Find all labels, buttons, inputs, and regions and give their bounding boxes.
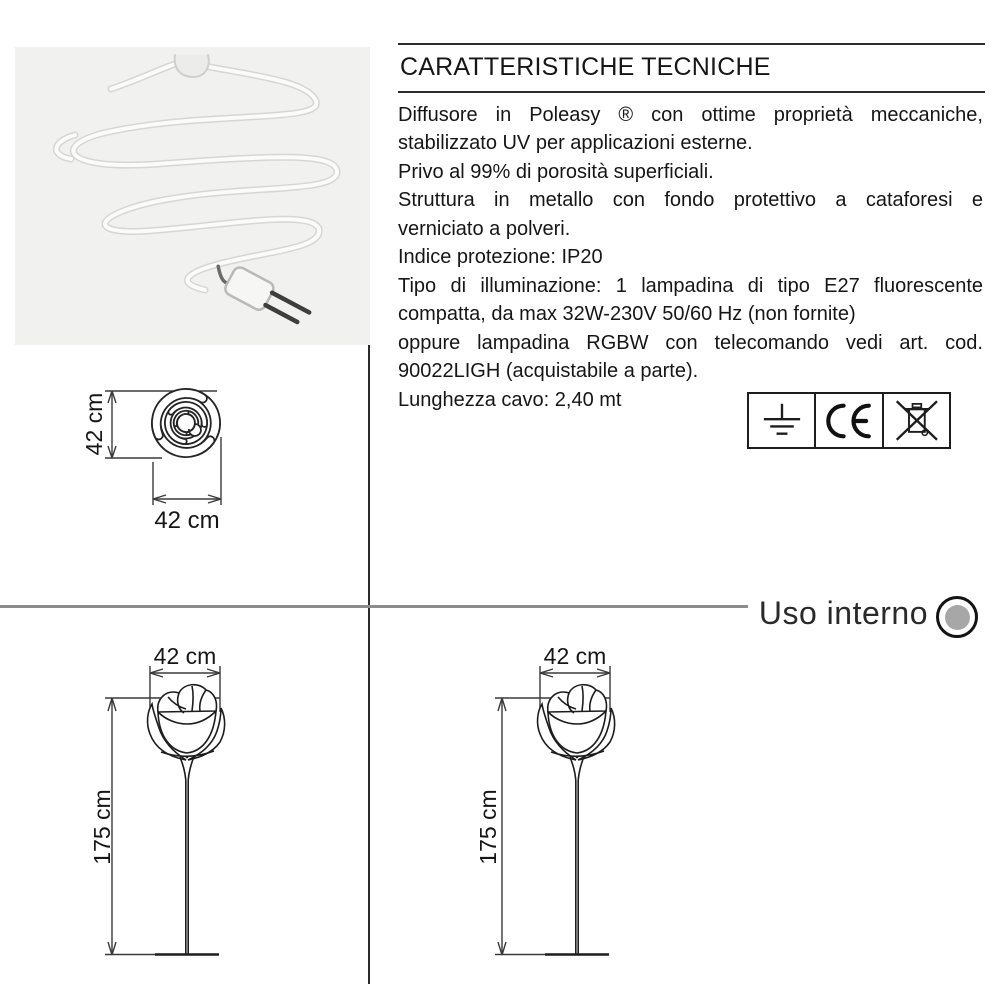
- section-heading: CARATTERISTICHE TECNICHE: [398, 43, 985, 93]
- weee-crossed-bin-icon: [884, 394, 949, 447]
- spec-line: Diffusore in Poleasy ® con ottime proprietà meccaniche,: [398, 104, 983, 126]
- spec-line: oppure lampadina RGBW con telecomando vedi art. cod.: [398, 331, 983, 354]
- spec-line: 90022LIGH (acquistabile a parte).: [398, 360, 699, 383]
- tulip-lamp-drawing: [148, 685, 225, 955]
- lamp1-height-label: 175 cm: [88, 789, 115, 865]
- spec-line: Struttura in metallo con fondo protettivo a cataforesi e: [398, 189, 983, 212]
- usage-label: Uso interno: [758, 594, 928, 631]
- vertical-divider-line: [368, 345, 370, 984]
- lamp-holder-part: [175, 55, 209, 77]
- ce-mark-icon: [816, 394, 883, 447]
- lamp2-height-label: 175 cm: [474, 789, 501, 865]
- indoor-use-icon: [936, 596, 978, 638]
- spec-line: stabilizzato UV per applicazioni esterne.: [398, 132, 753, 155]
- indoor-use-icon-dot: [945, 605, 970, 630]
- earth-ground-icon: [749, 394, 816, 447]
- cable-photo: [15, 47, 370, 345]
- spec-line: Privo al 99% di porosità superficiali.: [398, 160, 714, 183]
- spec-line: verniciato a polveri.: [398, 217, 571, 240]
- cable-photo-illustration: [15, 47, 370, 345]
- spec-line: compatta, da max 32W-230V 50/60 Hz (non fornite): [398, 303, 856, 326]
- floor-lamp-diagram-2: [485, 640, 625, 970]
- certification-marks-box: [747, 392, 951, 449]
- top-view-width-label: 42 cm: [154, 507, 220, 534]
- spec-line: Tipo di illuminazione: 1 lampadina di tipo E27 fluorescente: [398, 274, 983, 297]
- spec-line: Lunghezza cavo: 2,40 mt: [398, 388, 622, 411]
- lamp2-width-label: 42 cm: [543, 642, 607, 669]
- lamp1-width-label: 42 cm: [153, 642, 217, 669]
- top-view-height-label: 42 cm: [80, 392, 107, 456]
- top-view-diagram: [100, 380, 235, 510]
- specs-text: [398, 101, 983, 414]
- spec-line: Indice protezione: IP20: [398, 246, 603, 269]
- tulip-lamp-drawing: [538, 685, 615, 955]
- horizontal-divider-line: [0, 605, 748, 608]
